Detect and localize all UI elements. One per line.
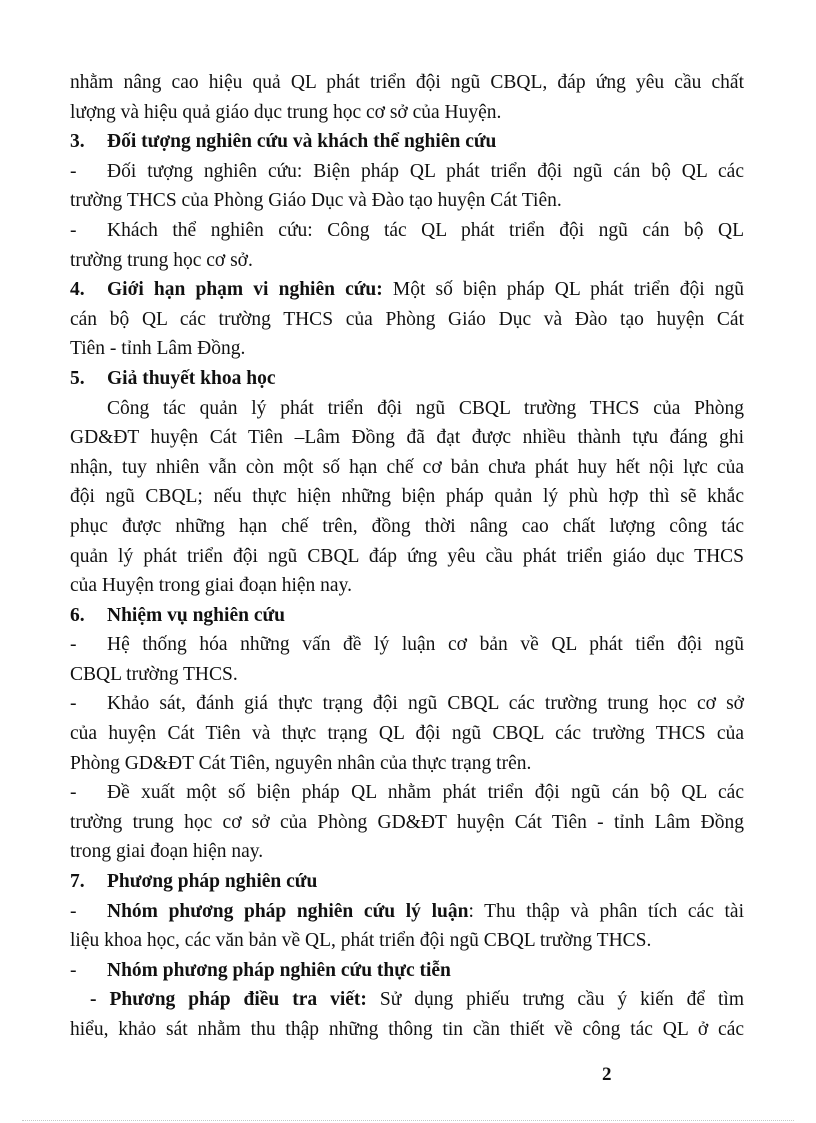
section-heading — [70, 364, 744, 394]
bullet-bold-label: Nhóm phương pháp nghiên cứu thực tiễn — [107, 959, 451, 981]
bullet-dash: - — [70, 693, 77, 715]
bullet-dash: - — [70, 959, 77, 981]
body-text-line: GD&ĐT huyện Cát Tiên –Lâm Đồng đã đạt được nhiều thành tựu đáng ghi — [70, 427, 744, 449]
bullet-text: : Thu thập và phân tích các tài — [468, 900, 744, 922]
section-title: Phương pháp nghiên cứu — [107, 871, 318, 893]
section-number: 5. — [70, 367, 85, 389]
body-text-line: liệu khoa học, các văn bản về QL, phát triển đội ngũ CBQL trường THCS. — [70, 930, 652, 952]
bullet-item — [70, 216, 744, 246]
bullet-item — [70, 157, 744, 187]
section-heading — [70, 127, 744, 157]
section-title: Đối tượng nghiên cứu và khách thể nghiên cứu — [107, 131, 497, 153]
bullet-text: Đối tượng nghiên cứu: Biện pháp QL phát triển đội ngũ cán bộ QL các — [107, 160, 744, 182]
bullet-dash: - — [70, 782, 77, 804]
body-text-line: của Huyện trong giai đoạn hiện nay. — [70, 575, 352, 597]
page-bottom-dotted-border — [22, 1120, 794, 1121]
section-number: 6. — [70, 604, 85, 626]
section-title: Giới hạn phạm vi nghiên cứu: — [107, 279, 383, 301]
bullet-text: Khảo sát, đánh giá thực trạng đội ngũ CBQL các trường trung học cơ sở — [107, 693, 744, 715]
bullet-item — [70, 956, 744, 986]
body-text-line: Tiên - tỉnh Lâm Đồng. — [70, 338, 246, 360]
section-number: 4. — [70, 279, 85, 301]
body-text-line: nhằm nâng cao hiệu quả QL phát triển đội ngũ CBQL, đáp ứng yêu cầu chất — [70, 72, 744, 93]
body-text-line: hiểu, khảo sát nhằm thu thập những thông tin cần thiết về công tác QL ở các — [70, 1019, 744, 1040]
bullet-item — [70, 689, 744, 719]
section-heading — [70, 867, 744, 897]
section-heading — [70, 601, 744, 631]
body-text-line: quản lý phát triển đội ngũ CBQL đáp ứng yêu cầu phát triển giáo dục THCS — [70, 545, 744, 567]
sub-bullet-bold-label: - Phương pháp điều tra viết: — [90, 989, 367, 1011]
bullet-item — [70, 897, 744, 927]
bullet-dash: - — [70, 900, 77, 922]
bullet-text: Khách thể nghiên cứu: Công tác QL phát triển đội ngũ cán bộ QL — [107, 219, 744, 241]
bullet-item — [70, 630, 744, 660]
body-text-line: trường THCS của Phòng Giáo Dục và Đào tạo huyện Cát Tiên. — [70, 190, 562, 212]
section-title: Nhiệm vụ nghiên cứu — [107, 604, 286, 626]
section-title: Giả thuyết khoa học — [107, 367, 276, 389]
body-text-line: cán bộ QL các trường THCS của Phòng Giáo Dục và Đào tạo huyện Cát — [70, 308, 744, 330]
body-text-line: lượng và hiệu quả giáo dục trung học cơ sở của Huyện. — [70, 101, 502, 123]
sub-bullet-text: Sử dụng phiếu trưng cầu ý kiến để tìm — [366, 989, 744, 1011]
section-number: 7. — [70, 871, 85, 893]
section-inline-text: Một số biện pháp QL phát triển đội ngũ — [382, 279, 744, 301]
section-heading — [70, 275, 744, 305]
bullet-bold-label: Nhóm phương pháp nghiên cứu lý luận — [107, 900, 469, 922]
bullet-text: Đề xuất một số biện pháp QL nhằm phát triển đội ngũ cán bộ QL các — [107, 782, 744, 804]
body-text-line: đội ngũ CBQL; nếu thực hiện những biện pháp quản lý phù hợp thì sẽ khắc — [70, 486, 744, 508]
body-text-line: của huyện Cát Tiên và thực trạng QL đội ngũ CBQL các trường THCS của — [70, 723, 744, 745]
body-text-line: phục được những hạn chế trên, đồng thời nâng cao chất lượng công tác — [70, 515, 744, 537]
sub-bullet-item — [70, 985, 744, 1015]
bullet-dash: - — [70, 219, 77, 241]
paragraph-first-line — [70, 394, 744, 424]
body-text-line: Phòng GD&ĐT Cát Tiên, nguyên nhân của thực trạng trên. — [70, 752, 532, 774]
page-number: 2 — [602, 1064, 612, 1085]
body-text-line: nhận, tuy nhiên vẫn còn một số hạn chế cơ bản chưa phát huy hết nội lực của — [70, 456, 744, 478]
paragraph-text: Công tác quản lý phát triển đội ngũ CBQL trường THCS của Phòng — [107, 397, 744, 419]
body-text-line: trong giai đoạn hiện nay. — [70, 841, 264, 863]
body-text-line: CBQL trường THCS. — [70, 663, 238, 685]
body-text-line: trường trung học cơ sở. — [70, 249, 253, 271]
bullet-text: Hệ thống hóa những vấn đề lý luận cơ bản về QL phát tiển đội ngũ — [107, 634, 744, 656]
body-text-line: trường trung học cơ sở của Phòng GD&ĐT huyện Cát Tiên - tỉnh Lâm Đồng — [70, 811, 744, 833]
document-page — [70, 68, 744, 1045]
bullet-dash: - — [70, 160, 77, 182]
section-number: 3. — [70, 131, 85, 153]
bullet-dash: - — [70, 634, 77, 656]
bullet-item — [70, 778, 744, 808]
